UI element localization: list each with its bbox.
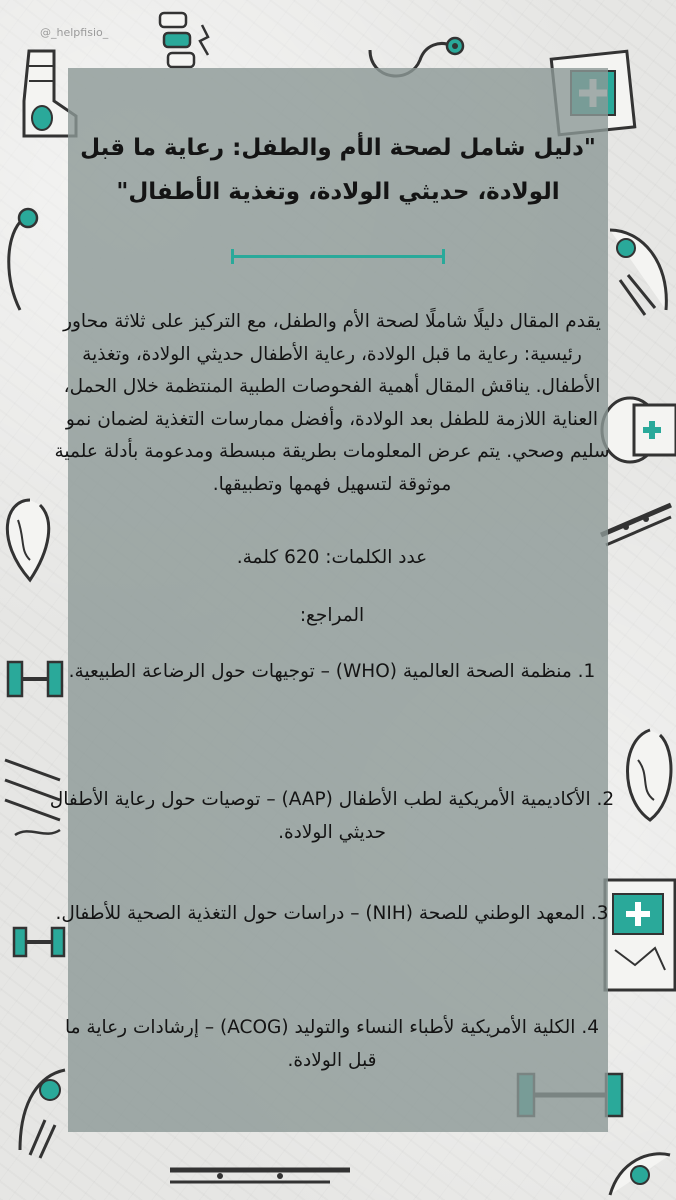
reference-item: 4. الكلية الأمريكية لأطباء النساء والتوليد (ACOG) – إرشادات رعاية ما قبل الولادة. [64,1017,599,1071]
stethoscope-icon [0,200,45,320]
heart-icon [0,490,60,590]
shoulder-icon [600,1140,676,1200]
reference-item: 2. الأكاديمية الأمريكية لطب الأطفال (AAP) – توصيات حول رعاية الأطفال حديثي الولادة. [49,789,615,843]
crutch-icon [160,1140,360,1200]
reference-item: 1. منظمة الصحة العالمية (WHO) – توجيهات حول الرضاعة الطبيعية. [68,661,596,682]
watermark: @_helpfisio_ [40,26,109,39]
reference-item: 3. المعهد الوطني للصحة (NIH) – دراسات حول التغذية الصحية للأطفال. [55,903,609,924]
references-heading: المراجع: [299,605,365,626]
shoulder-icon [600,220,676,320]
article-summary: يقدم المقال دليلًا شاملًا لصحة الأم والطفل، مع التركيز على ثلاثة محاور رئيسية: رعاية ما قبل الولادة، رعاية الأطفال حديثي الولادة، وتغذية الأطفال. يناقش المقال أهمية الفحوصات الطبية المنتظمة خلال الحمل، العناية اللازمة للطفل بعد الولادة، وأفضل ممارسات التغذية لضمان نمو سليم وصحي. يتم عرض المعلومات بطريقة مبسطة ومدعومة بأدلة علمية موثوقة لتسهيل فهمها وتطبيقها. [54,311,610,495]
word-count: عدد الكلمات: 620 كلمة. [236,547,428,568]
heart-icon [610,720,676,830]
title-divider [231,255,445,258]
article-content [49,68,615,1132]
article-title: "دليل شامل لصحة الأم والطفل: رعاية ما قبل الولادة، حديثي الولادة، وتغذية الأطفال" [80,135,596,205]
